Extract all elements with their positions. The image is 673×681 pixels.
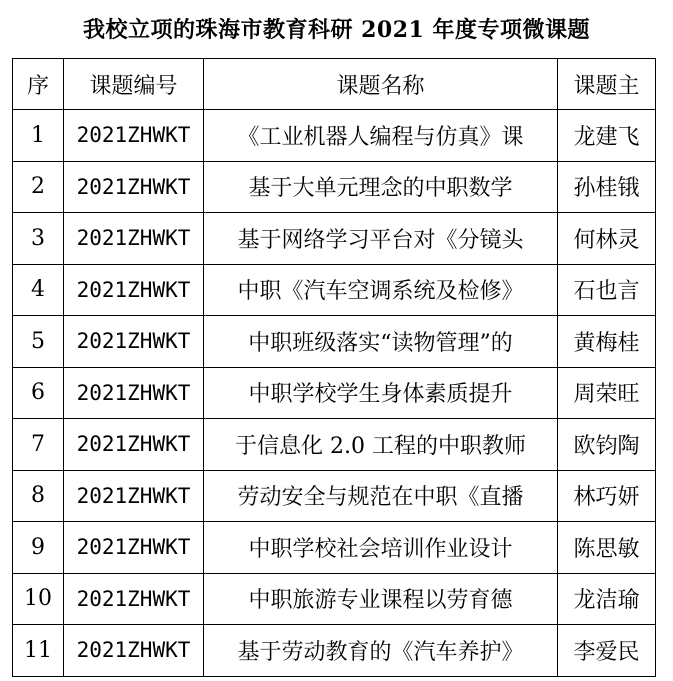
- cell-project-owner: 欧钧陶: [558, 419, 656, 471]
- header-project-code: 课题编号: [64, 59, 204, 110]
- table-header-row: [13, 59, 656, 110]
- cell-project-code: 2021ZHWKT: [64, 573, 204, 625]
- cell-project-owner: 林巧妍: [558, 470, 656, 522]
- cell-project-name: 中职学校社会培训作业设计: [204, 522, 558, 574]
- cell-index: 11: [13, 625, 64, 677]
- table-row: [13, 470, 656, 522]
- cell-project-code: 2021ZHWKT: [64, 625, 204, 677]
- header-project-name: 课题名称: [204, 59, 558, 110]
- cell-project-code: 2021ZHWKT: [64, 470, 204, 522]
- cell-index: 8: [13, 470, 64, 522]
- header-index: 序: [13, 59, 64, 110]
- cell-index: 9: [13, 522, 64, 574]
- cell-project-owner: 周荣旺: [558, 367, 656, 419]
- cell-index: 3: [13, 213, 64, 265]
- cell-index: 1: [13, 110, 64, 162]
- cell-project-name: 劳动安全与规范在中职《直播: [204, 470, 558, 522]
- cell-project-owner: 龙洁瑜: [558, 573, 656, 625]
- cell-project-code: 2021ZHWKT: [64, 316, 204, 368]
- cell-project-code: 2021ZHWKT: [64, 419, 204, 471]
- cell-project-code: 2021ZHWKT: [64, 161, 204, 213]
- cell-project-name: 中职班级落实“读物管理”的: [204, 316, 558, 368]
- header-project-owner: 课题主: [558, 59, 656, 110]
- projects-table: [12, 58, 656, 677]
- cell-project-name: 于信息化 2.0 工程的中职教师: [204, 419, 558, 471]
- table-row: [13, 573, 656, 625]
- cell-index: 6: [13, 367, 64, 419]
- cell-project-owner: 黄梅桂: [558, 316, 656, 368]
- cell-project-code: 2021ZHWKT: [64, 213, 204, 265]
- cell-project-name: 基于网络学习平台对《分镜头: [204, 213, 558, 265]
- page-title: 我校立项的珠海市教育科研 2021 年度专项微课题: [82, 17, 591, 43]
- cell-project-code: 2021ZHWKT: [64, 264, 204, 316]
- cell-project-owner: 何林灵: [558, 213, 656, 265]
- cell-index: 4: [13, 264, 64, 316]
- cell-project-name: 中职学校学生身体素质提升: [204, 367, 558, 419]
- cell-project-name: 《工业机器人编程与仿真》课: [204, 110, 558, 162]
- table-row: [13, 522, 656, 574]
- cell-project-code: 2021ZHWKT: [64, 367, 204, 419]
- table-row: [13, 213, 656, 265]
- cell-project-name: 基于劳动教育的《汽车养护》: [204, 625, 558, 677]
- cell-index: 2: [13, 161, 64, 213]
- table-row: [13, 625, 656, 677]
- table-row: [13, 264, 656, 316]
- cell-index: 5: [13, 316, 64, 368]
- table-row: [13, 161, 656, 213]
- cell-project-code: 2021ZHWKT: [64, 110, 204, 162]
- cell-project-owner: 石也言: [558, 264, 656, 316]
- cell-project-name: 基于大单元理念的中职数学: [204, 161, 558, 213]
- table-row: [13, 110, 656, 162]
- cell-project-owner: 陈思敏: [558, 522, 656, 574]
- cell-project-owner: 孙桂锇: [558, 161, 656, 213]
- table-row: [13, 316, 656, 368]
- table-row: [13, 419, 656, 471]
- cell-project-owner: 龙建飞: [558, 110, 656, 162]
- cell-project-owner: 李爱民: [558, 625, 656, 677]
- cell-project-name: 中职旅游专业课程以劳育德: [204, 573, 558, 625]
- table-row: [13, 367, 656, 419]
- cell-project-name: 中职《汽车空调系统及检修》: [204, 264, 558, 316]
- cell-index: 7: [13, 419, 64, 471]
- cell-index: 10: [13, 573, 64, 625]
- cell-project-code: 2021ZHWKT: [64, 522, 204, 574]
